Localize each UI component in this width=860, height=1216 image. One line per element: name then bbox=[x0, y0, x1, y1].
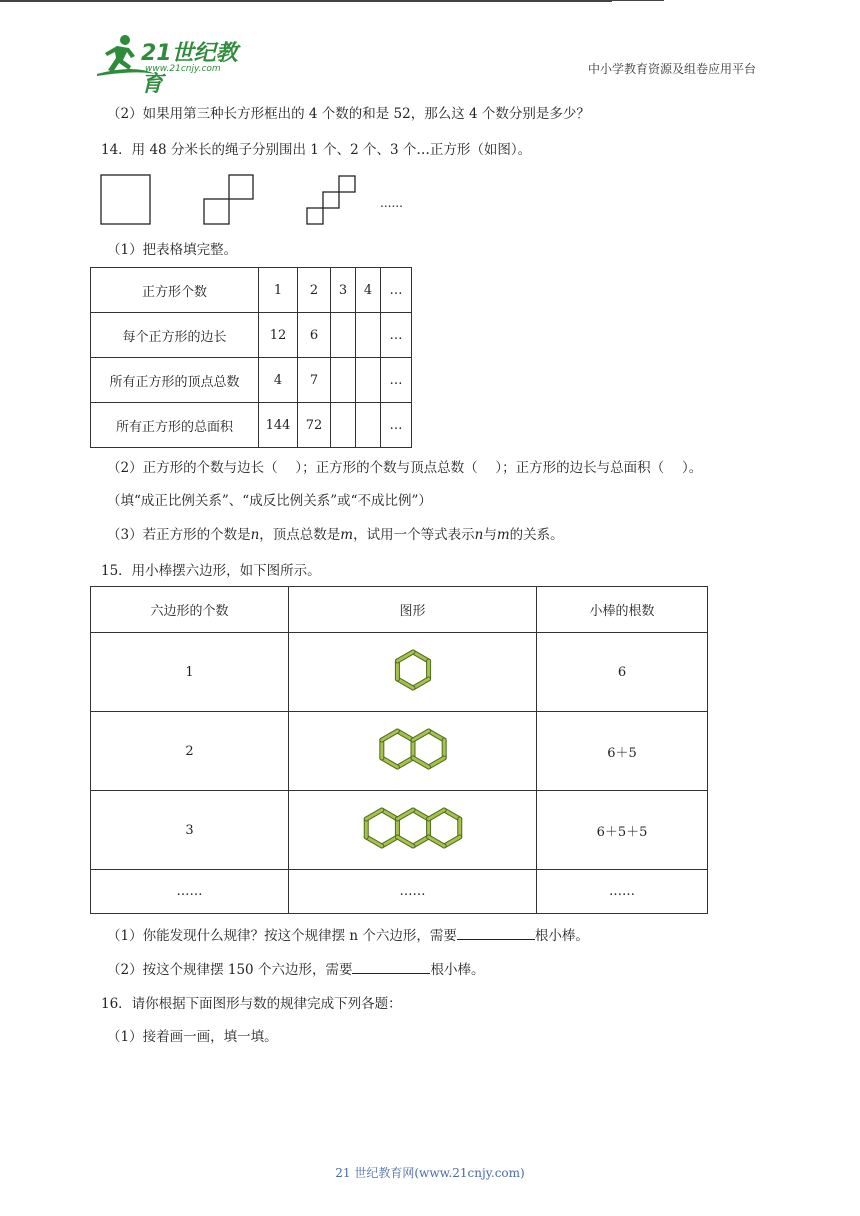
table-cell-blank[interactable] bbox=[331, 358, 356, 403]
q14-sub2: （2）正方形的个数与边长（ ）；正方形的个数与顶点总数（ ）；正方形的边长与总面积（ ）。 bbox=[107, 460, 703, 476]
hexagon-table bbox=[90, 586, 708, 914]
table-cell: 6＋5 bbox=[537, 712, 708, 791]
stick bbox=[413, 731, 429, 740]
sub3-text: ，顶点总数是 bbox=[259, 527, 341, 543]
stick bbox=[397, 731, 413, 740]
stick bbox=[413, 810, 429, 819]
table-row bbox=[91, 791, 708, 870]
table-cell: 所有正方形的总面积 bbox=[91, 403, 259, 448]
stick bbox=[381, 731, 397, 740]
table-cell: 2 bbox=[91, 712, 289, 791]
stick bbox=[381, 758, 397, 767]
table-cell: 6 bbox=[298, 313, 331, 358]
hexagon-figure-cell bbox=[289, 791, 537, 870]
squares-ellipsis: ...... bbox=[380, 196, 403, 210]
stick bbox=[366, 810, 382, 819]
table-cell: … bbox=[381, 358, 412, 403]
sub3-text: （3）若正方形的个数是 bbox=[107, 527, 251, 543]
hexagon-2-figure bbox=[368, 724, 458, 774]
platform-name: 中小学教育资源及组卷应用平台 bbox=[587, 62, 756, 76]
table-cell: 正方形个数 bbox=[91, 268, 259, 313]
square-3c bbox=[339, 176, 355, 192]
stick bbox=[397, 837, 413, 846]
stick bbox=[397, 758, 413, 767]
table-cell-blank[interactable] bbox=[356, 403, 381, 448]
table-cell: …… bbox=[537, 870, 708, 914]
sub1-text: （1）你能发现什么规律？按这个规律摆 n 个六边形，需要 bbox=[107, 928, 457, 944]
table-cell: … bbox=[381, 268, 412, 313]
stick bbox=[428, 731, 444, 740]
hexagon-figure-cell bbox=[289, 712, 537, 791]
table-cell: 6＋5＋5 bbox=[537, 791, 708, 870]
squares-table bbox=[90, 267, 412, 448]
var-n: n bbox=[250, 527, 260, 543]
table-cell: 12 bbox=[259, 313, 298, 358]
table-cell: 4 bbox=[259, 358, 298, 403]
table-cell: …… bbox=[289, 870, 537, 914]
table-cell: … bbox=[381, 403, 412, 448]
table-cell: 3 bbox=[91, 791, 289, 870]
table-cell: 6 bbox=[537, 633, 708, 712]
q15-title: 15．用小棒摆六边形，如下图所示。 bbox=[101, 563, 321, 579]
table-row bbox=[91, 587, 708, 633]
q14-sub2-note: （填“成正比例关系”、“成反比例关系”或“不成比例”） bbox=[107, 493, 432, 509]
stick bbox=[428, 810, 444, 819]
table-row bbox=[91, 313, 412, 358]
square-2b bbox=[229, 175, 253, 199]
table-row bbox=[91, 358, 412, 403]
q16-title: 16．请你根据下面图形与数的规律完成下列各题： bbox=[101, 996, 402, 1012]
table-cell: 每个正方形的边长 bbox=[91, 313, 259, 358]
table-cell-blank[interactable] bbox=[356, 313, 381, 358]
stick bbox=[444, 810, 460, 819]
logo-url: www.21cnjy.com bbox=[145, 64, 221, 74]
table-cell: … bbox=[381, 313, 412, 358]
var-m: m bbox=[340, 527, 354, 543]
footer-text: 21 世纪教育网(www.21cnjy.com) bbox=[335, 1166, 525, 1180]
stick bbox=[413, 652, 429, 661]
q14-sub3 bbox=[107, 525, 564, 545]
table-row bbox=[91, 403, 412, 448]
table-cell: 144 bbox=[259, 403, 298, 448]
table-cell-blank[interactable] bbox=[356, 358, 381, 403]
sub3-text: 的关系。 bbox=[509, 527, 564, 543]
table-cell: 7 bbox=[298, 358, 331, 403]
stick bbox=[413, 758, 429, 767]
stick bbox=[366, 837, 382, 846]
square-1 bbox=[101, 175, 150, 224]
q14-title: 14．用 48 分米长的绳子分别围出 1 个、2 个、3 个…正方形（如图）。 bbox=[101, 142, 532, 158]
sub1-text: 根小棒。 bbox=[534, 928, 589, 944]
q15-sub1 bbox=[107, 925, 589, 946]
hexagon-1-figure bbox=[383, 645, 443, 695]
stick bbox=[444, 837, 460, 846]
table-row bbox=[91, 870, 708, 914]
table-header: 六边形的个数 bbox=[91, 587, 289, 633]
sub2-text: （2）按这个规律摆 150 个六边形，需要 bbox=[107, 962, 353, 978]
table-cell: 4 bbox=[356, 268, 381, 313]
stick bbox=[397, 652, 413, 661]
table-cell: 2 bbox=[298, 268, 331, 313]
site-logo bbox=[95, 30, 255, 97]
squares-figure bbox=[100, 172, 420, 228]
table-cell: 1 bbox=[259, 268, 298, 313]
stick bbox=[381, 810, 397, 819]
q13-sub2: （2）如果用第三种长方形框出的 4 个数的和是 52，那么这 4 个数分别是多少？ bbox=[107, 106, 590, 122]
logo-text: 21世纪教育 bbox=[141, 41, 238, 97]
stick bbox=[413, 837, 429, 846]
stick bbox=[428, 837, 444, 846]
table-cell: 3 bbox=[331, 268, 356, 313]
footer-divider bbox=[0, 1, 612, 2]
table-cell: …… bbox=[91, 870, 289, 914]
stick bbox=[397, 810, 413, 819]
square-3b bbox=[323, 192, 339, 208]
stick bbox=[428, 758, 444, 767]
sub2-text: 根小棒。 bbox=[430, 962, 485, 978]
table-cell: 72 bbox=[298, 403, 331, 448]
table-cell-blank[interactable] bbox=[331, 313, 356, 358]
stick bbox=[397, 679, 413, 688]
q15-sub2 bbox=[107, 959, 484, 980]
hexagon-3-figure bbox=[353, 803, 473, 853]
table-header: 图形 bbox=[289, 587, 537, 633]
stick bbox=[381, 837, 397, 846]
q14-sub1: （1）把表格填完整。 bbox=[107, 242, 238, 258]
var-m: m bbox=[496, 527, 510, 543]
table-cell-blank[interactable] bbox=[331, 403, 356, 448]
table-cell: 所有正方形的顶点总数 bbox=[91, 358, 259, 403]
var-n: n bbox=[474, 527, 484, 543]
sub3-text: ，试用一个等式表示 bbox=[353, 527, 475, 543]
table-header: 小棒的根数 bbox=[537, 587, 708, 633]
answer-blank[interactable] bbox=[352, 959, 430, 974]
table-row bbox=[91, 268, 412, 313]
q16-sub1: （1）接着画一画，填一填。 bbox=[107, 1029, 278, 1045]
sub3-text: 与 bbox=[483, 527, 497, 543]
square-3a bbox=[307, 208, 323, 224]
table-row bbox=[91, 712, 708, 791]
answer-blank[interactable] bbox=[457, 925, 535, 940]
stick bbox=[413, 679, 429, 688]
table-cell: 1 bbox=[91, 633, 289, 712]
hexagon-figure-cell bbox=[289, 633, 537, 712]
table-row bbox=[91, 633, 708, 712]
square-2a bbox=[204, 199, 229, 224]
